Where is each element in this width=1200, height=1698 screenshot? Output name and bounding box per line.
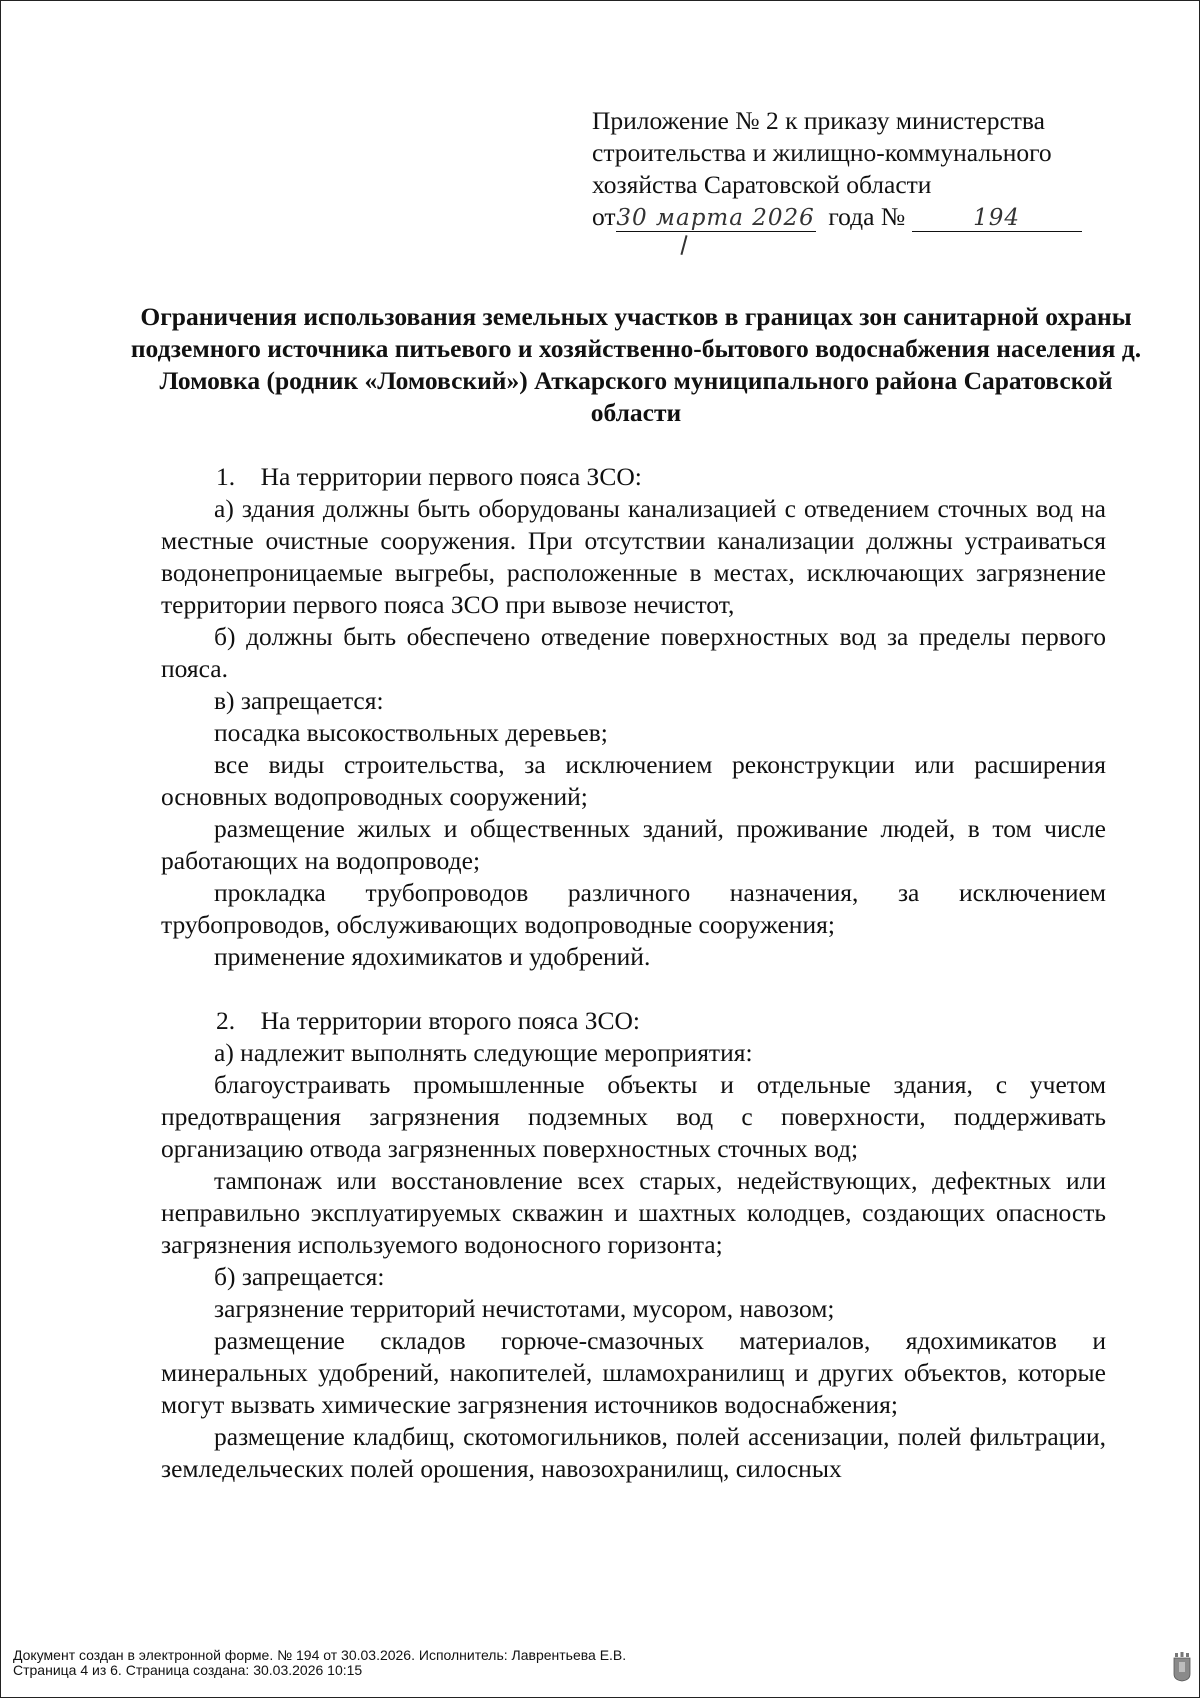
document-footer <box>13 1648 626 1678</box>
section-2-ban-2: размещение складов горюче-смазочных материалов, ядохимикатов и минеральных удобрений, накопителей, шламохранилищ и других объектов, которые могут вызвать химические загрязнения источников водоснабжения; <box>161 1326 1106 1419</box>
appendix-line-1: Приложение № 2 к приказу министерства <box>592 106 1045 135</box>
section-1-ban-2: все виды строительства, за исключением реконструкции или расширения основных водопроводных сооружений; <box>161 750 1106 811</box>
handwriting-stroke <box>680 235 687 255</box>
section-2-item-a: а) надлежит выполнять следующие мероприятия: <box>214 1038 753 1067</box>
section-1-item-c: в) запрещается: <box>214 686 384 715</box>
document-body <box>161 461 1106 1485</box>
section-2-heading: 2. На территории второго пояса ЗСО: <box>216 1006 640 1035</box>
date-prefix: от <box>592 202 616 231</box>
section-1-item-b: б) должны быть обеспечено отведение поверхностных вод за пределы первого пояса. <box>161 622 1106 683</box>
section-2-measure-2: тампонаж или восстановление всех старых, недействующих, дефектных или неправильно эксплуатируемых скважин и шахтных колодцев, создающих опасность загрязнения используемого водоносного горизонта; <box>161 1166 1106 1259</box>
order-date-line <box>592 201 1112 233</box>
section-1-item-a: а) здания должны быть оборудованы канализацией с отведением сточных вод на местные очистные сооружения. При отсутствии канализации должны устраиваться водонепроницаемые выгребы, расположенные в местах, исключающих загрязнение территории первого пояса ЗСО при вывозе нечистот, <box>161 494 1106 619</box>
section-2-ban-1: загрязнение территорий нечистотами, мусором, навозом; <box>214 1294 835 1323</box>
appendix-line-3: хозяйства Саратовской области <box>592 170 932 199</box>
footer-line-2: Страница 4 из 6. Страница создана: 30.03.2026 10:15 <box>13 1662 363 1678</box>
appendix-header <box>592 105 1112 233</box>
footer-line-1: Документ создан в электронной форме. № 194 от 30.03.2026. Исполнитель: Лаврентьева Е.В. <box>13 1647 627 1663</box>
section-gap <box>161 973 1106 1005</box>
coat-of-arms-icon <box>1173 1652 1191 1682</box>
section-1-ban-4: прокладка трубопроводов различного назначения, за исключением трубопроводов, обслуживающих водопроводные сооружения; <box>161 878 1106 939</box>
section-1-ban-3: размещение жилых и общественных зданий, проживание людей, в том числе работающих на водопроводе; <box>161 814 1106 875</box>
section-1-ban-5: применение ядохимикатов и удобрений. <box>214 942 651 971</box>
section-1-ban-1: посадка высокоствольных деревьев; <box>214 718 608 747</box>
handwritten-number: 194 <box>912 205 1082 232</box>
section-2-item-b: б) запрещается: <box>214 1262 385 1291</box>
document-title: Ограничения использования земельных участков в границах зон санитарной охраны подземного источника питьевого и хозяйственно-бытового водоснабжения населения д. Ломовка (родник «Ломовский») Аткарского муниципального района Саратовской области <box>130 302 1142 427</box>
section-2-ban-3: размещение кладбищ, скотомогильников, полей ассенизации, полей фильтрации, земледельческих полей орошения, навозохранилищ, силосных <box>161 1422 1106 1483</box>
appendix-line-2: строительства и жилищно-коммунального <box>592 138 1052 167</box>
year-label: года № <box>828 202 906 231</box>
handwritten-date: 30 марта 2026 <box>616 205 815 231</box>
section-2-measure-1: благоустраивать промышленные объекты и отдельные здания, с учетом предотвращения загрязнения подземных вод с поверхности, поддерживать организацию отвода загрязненных поверхностных сточных вод; <box>161 1070 1106 1163</box>
section-1-heading: 1. На территории первого пояса ЗСО: <box>216 462 642 491</box>
